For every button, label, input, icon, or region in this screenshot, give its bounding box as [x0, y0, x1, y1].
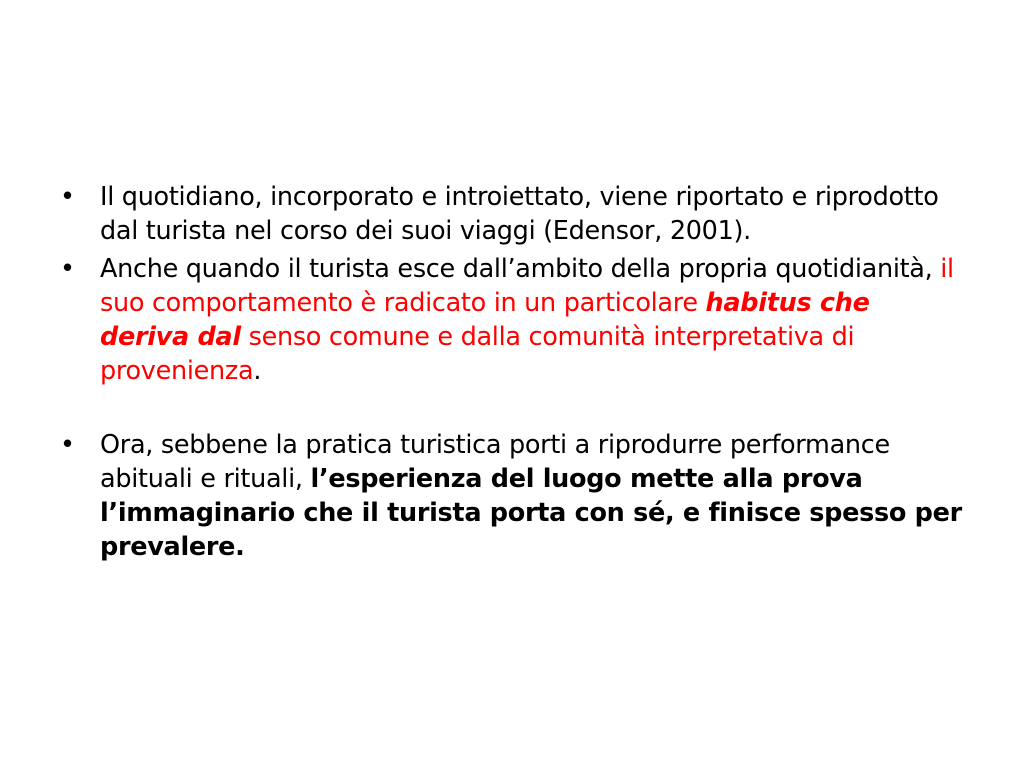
bullet-marker-icon: •: [60, 254, 75, 284]
bullet-text-red-emphasis: habitus che deriva dal: [100, 288, 870, 352]
bullet-text-plain: Anche quando il turista esce dall’ambito della propria quotidianità,: [100, 254, 941, 284]
bullet-item-3: [60, 428, 965, 564]
bullet-text-period: .: [253, 356, 262, 386]
bullet-text-bold: l’esperienza del luogo mette alla prova l’immaginario che il turista porta con sé, e finisce spesso per prevalere.: [100, 464, 962, 562]
bullet-text-red: il suo comportamento è radicato in un particolare: [100, 254, 954, 318]
bullet-text-plain: Ora, sebbene la pratica turistica porti a riprodurre performance abituali e rituali,: [100, 430, 890, 494]
bullet-marker-icon: •: [60, 430, 75, 460]
bullet-text: Il quotidiano, incorporato e introiettato, viene riportato e riprodotto dal turista nel corso dei suoi viaggi (Edensor, 2001).: [100, 182, 939, 246]
bullet-text-red-continued: senso comune e dalla comunità interpretativa di provenienza: [100, 322, 855, 386]
bullet-item-1: [60, 180, 965, 248]
bullet-item-2: [60, 252, 965, 388]
bullet-marker-icon: •: [60, 182, 75, 212]
bullet-list: [60, 180, 965, 564]
